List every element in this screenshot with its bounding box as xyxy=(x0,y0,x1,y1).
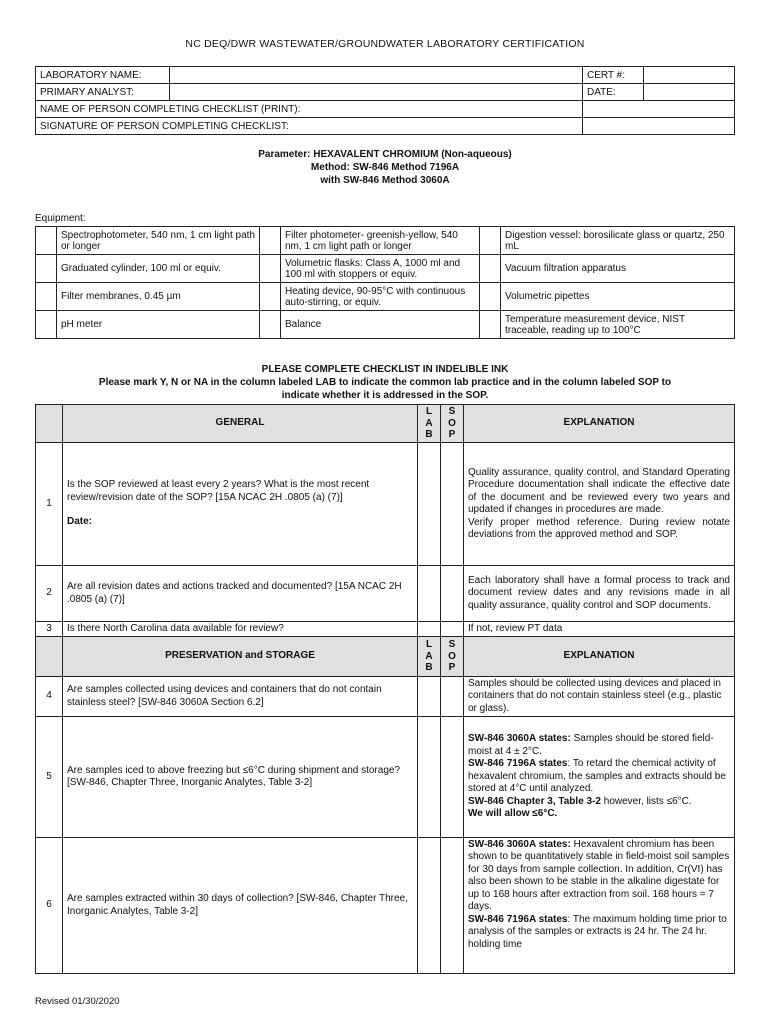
source-ref: SW-846 3060A states: xyxy=(468,733,571,745)
person-print-field[interactable] xyxy=(583,101,735,118)
lab-answer-cell[interactable] xyxy=(418,443,441,566)
cert-label: CERT #: xyxy=(583,67,644,84)
item-explanation xyxy=(464,838,735,974)
explanation-paragraph xyxy=(468,839,730,914)
sop-letter: S xyxy=(448,406,456,418)
item-number: 2 xyxy=(36,566,63,622)
equipment-item: Balance xyxy=(281,311,480,339)
equipment-item: Digestion vessel: borosilicate glass or quartz, 250 mL xyxy=(501,227,735,255)
equipment-table xyxy=(35,226,735,339)
lab-letter: L xyxy=(425,639,433,651)
lab-name-label: LABORATORY NAME: xyxy=(36,67,170,84)
item-question: Are samples iced to above freezing but ≤6°C during shipment and storage? [SW-846, Chapter Three, Inorganic Analytes, Table 3-2] xyxy=(63,717,418,838)
lab-answer-cell[interactable] xyxy=(418,838,441,974)
lab-letter: A xyxy=(425,417,433,429)
source-ref: SW-846 7196A states xyxy=(468,913,568,925)
equipment-checkbox[interactable] xyxy=(480,227,501,255)
equipment-label: Equipment: xyxy=(35,213,86,224)
item-question: Is there North Carolina data available for review? xyxy=(63,622,418,637)
equipment-item: Heating device, 90-95°C with continuous auto-stirring, or equiv. xyxy=(281,283,480,311)
lab-answer-cell[interactable] xyxy=(418,622,441,637)
sop-answer-cell[interactable] xyxy=(441,622,464,637)
explanation-header: EXPLANATION xyxy=(464,637,735,677)
item-number: 3 xyxy=(36,622,63,637)
equipment-item: Temperature measurement device, NIST traceable, reading up to 100°C xyxy=(501,311,735,339)
explanation-text: Verify proper method reference. During review notate deviations from the approved method and SOP. xyxy=(468,516,730,540)
method-line: Method: SW-846 Method 7196A xyxy=(310,162,460,173)
section-header-general xyxy=(36,405,735,443)
equipment-checkbox[interactable] xyxy=(36,311,57,339)
explanation-conclusion: We will allow ≤6°C. xyxy=(468,808,558,820)
item-question: Are all revision dates and actions tracked and documented? [15A NCAC 2H .0805 (a) (7)] xyxy=(63,566,418,622)
lab-answer-cell[interactable] xyxy=(418,677,441,717)
explanation-text: however, lists ≤6°C. xyxy=(601,795,692,807)
item-explanation: If not, review PT data xyxy=(464,622,735,637)
lab-answer-cell[interactable] xyxy=(418,566,441,622)
table-row xyxy=(36,677,735,717)
item-number: 6 xyxy=(36,838,63,974)
lab-letter: L xyxy=(425,406,433,418)
section-num-cell xyxy=(36,637,63,677)
instructions-line-2: indicate whether it is addressed in the SOP. xyxy=(281,390,489,401)
section-title: GENERAL xyxy=(63,405,418,443)
section-title: PRESERVATION and STORAGE xyxy=(63,637,418,677)
equipment-checkbox[interactable] xyxy=(260,255,281,283)
lab-letter: A xyxy=(425,650,433,662)
equipment-item: Filter membranes, 0.45 µm xyxy=(57,283,260,311)
sop-letter: O xyxy=(448,650,456,662)
sop-answer-cell[interactable] xyxy=(441,677,464,717)
document-title: NC DEQ/DWR WASTEWATER/GROUNDWATER LABORATORY CERTIFICATION xyxy=(185,38,585,50)
checklist-table xyxy=(35,404,735,974)
lab-column-header xyxy=(418,637,441,677)
signature-label: SIGNATURE OF PERSON COMPLETING CHECKLIST: xyxy=(36,118,583,135)
lab-name-field[interactable] xyxy=(170,67,583,84)
explanation-paragraph xyxy=(468,796,730,809)
equipment-checkbox[interactable] xyxy=(36,255,57,283)
explanation-paragraph xyxy=(468,733,730,758)
person-print-label: NAME OF PERSON COMPLETING CHECKLIST (PRINT): xyxy=(36,101,583,118)
equipment-item: pH meter xyxy=(57,311,260,339)
sop-letter: S xyxy=(448,639,456,651)
equipment-checkbox[interactable] xyxy=(260,227,281,255)
sop-letter: P xyxy=(448,429,456,441)
item-explanation xyxy=(464,443,735,566)
equipment-item: Volumetric flasks: Class A, 1000 ml and 100 ml with stoppers or equiv. xyxy=(281,255,480,283)
item-number: 1 xyxy=(36,443,63,566)
sop-answer-cell[interactable] xyxy=(441,566,464,622)
source-ref: SW-846 Chapter 3, Table 3-2 xyxy=(468,795,601,807)
source-ref: SW-846 7196A states xyxy=(468,758,568,770)
item-question xyxy=(63,443,418,566)
section-num-cell xyxy=(36,405,63,443)
explanation-clip xyxy=(468,839,730,973)
equipment-item: Volumetric pipettes xyxy=(501,283,735,311)
date-label: DATE: xyxy=(583,84,644,101)
sop-column-header xyxy=(441,405,464,443)
question-text: Is the SOP reviewed at least every 2 years? What is the most recent review/revision date of the SOP? [15A NCAC 2H .0805 (a) (7)] xyxy=(67,479,370,503)
header-form xyxy=(35,66,735,135)
item-number: 4 xyxy=(36,677,63,717)
explanation-text: Samples should be stored field-moist at 4 ± 2°C. xyxy=(468,733,714,757)
parameter-line: Parameter: HEXAVALENT CHROMIUM (Non-aqueous) xyxy=(258,149,512,160)
equipment-item: Filter photometer- greenish-yellow, 540 nm, 1 cm light path or longer xyxy=(281,227,480,255)
lab-letter: B xyxy=(425,429,433,441)
revision-footer: Revised 01/30/2020 xyxy=(35,996,120,1007)
item-question: Are samples extracted within 30 days of collection? [SW-846, Chapter Three, Inorganic Analytes, Table 3-2] xyxy=(63,838,418,974)
lab-letter: B xyxy=(425,662,433,674)
instructions-heading: PLEASE COMPLETE CHECKLIST IN INDELIBLE INK xyxy=(261,364,509,375)
date-field[interactable] xyxy=(644,84,735,101)
sop-answer-cell[interactable] xyxy=(441,443,464,566)
table-row xyxy=(36,566,735,622)
lab-column-header xyxy=(418,405,441,443)
table-row xyxy=(36,717,735,838)
sop-answer-cell[interactable] xyxy=(441,838,464,974)
sop-letter: P xyxy=(448,662,456,674)
item-explanation xyxy=(464,717,735,838)
source-ref: SW-846 3060A states: xyxy=(468,838,571,850)
sop-answer-cell[interactable] xyxy=(441,717,464,838)
equipment-item: Vacuum filtration apparatus xyxy=(501,255,735,283)
item-number: 5 xyxy=(36,717,63,838)
explanation-text: : To retard the chemical activity of hexavalent chromium, the samples and extracts should be stored at 4°C until analyzed. xyxy=(468,758,726,795)
explanation-header: EXPLANATION xyxy=(464,405,735,443)
table-row xyxy=(36,443,735,566)
analyst-label: PRIMARY ANALYST: xyxy=(36,84,170,101)
equipment-checkbox[interactable] xyxy=(480,255,501,283)
explanation-text: : The maximum holding time prior to analysis of the samples or extracts is 24 hr. The 24 hr. holding time xyxy=(468,913,727,950)
equipment-checkbox[interactable] xyxy=(260,283,281,311)
equipment-checkbox[interactable] xyxy=(480,311,501,339)
table-row xyxy=(36,838,735,974)
item-explanation: Samples should be collected using devices and placed in containers that do not contain stainless steel (e.g., plastic or glass). xyxy=(464,677,735,717)
sop-letter: O xyxy=(448,417,456,429)
equipment-checkbox[interactable] xyxy=(36,283,57,311)
method-line-2: with SW-846 Method 3060A xyxy=(320,175,450,186)
explanation-paragraph xyxy=(468,758,730,796)
equipment-item: Graduated cylinder, 100 ml or equiv. xyxy=(57,255,260,283)
section-header-preservation xyxy=(36,637,735,677)
cert-field[interactable] xyxy=(644,67,735,84)
item-explanation: Each laboratory shall have a formal process to track and document review dates and any revisions made in all quality assurance, quality control and SOP documents. xyxy=(464,566,735,622)
equipment-checkbox[interactable] xyxy=(260,311,281,339)
explanation-paragraph xyxy=(468,914,730,952)
parameter-block xyxy=(0,148,770,187)
lab-answer-cell[interactable] xyxy=(418,717,441,838)
signature-field[interactable] xyxy=(583,118,735,135)
equipment-checkbox[interactable] xyxy=(36,227,57,255)
explanation-text: Hexavalent chromium has been shown to be quantitatively stable in field-moist soil samples for 30 days from sample collection. In addition, Cr(VI) has also been shown to be stable in the alkaline digestate for up to 168 hours after extraction from soil. 168 hours = 7 days. xyxy=(468,838,730,912)
explanation-text: Quality assurance, quality control, and Standard Operating Procedure documentation shall indicate the effective date of the document and be reviewed every two years and updated if changes in procedures are made. xyxy=(468,466,730,515)
sop-column-header xyxy=(441,637,464,677)
analyst-field[interactable] xyxy=(170,84,583,101)
equipment-checkbox[interactable] xyxy=(480,283,501,311)
instructions-block xyxy=(0,363,770,402)
date-prompt: Date: xyxy=(67,516,93,528)
item-question: Are samples collected using devices and containers that do not contain stainless steel? [SW-846 3060A Section 6.2] xyxy=(63,677,418,717)
instructions-line: Please mark Y, N or NA in the column labeled LAB to indicate the common lab practice and in the column labeled SOP to xyxy=(98,377,672,388)
table-row xyxy=(36,622,735,637)
equipment-item: Spectrophotometer, 540 nm, 1 cm light path or longer xyxy=(57,227,260,255)
